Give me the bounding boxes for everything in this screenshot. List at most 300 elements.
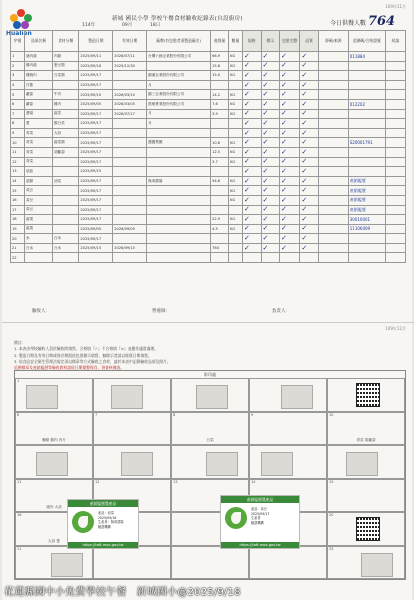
cell-qty: 10.8 — [211, 138, 229, 148]
cell-source — [318, 186, 348, 196]
cell-cat: 蔬菜類 — [52, 138, 78, 148]
cell-trace — [348, 119, 385, 129]
cell-name: 雞肉絲 — [24, 61, 52, 71]
photo-cell — [171, 445, 249, 479]
table-row — [11, 109, 406, 119]
check-mark: ✓ — [280, 205, 300, 215]
check-mark: ✓ — [242, 195, 261, 205]
cell-cat: 白菜類 — [52, 71, 78, 81]
photo-grid — [14, 370, 406, 580]
cell-source — [318, 90, 348, 100]
cell-qty: 14.2 — [211, 90, 229, 100]
cell-no: 16 — [11, 195, 25, 205]
cell-result — [385, 99, 405, 109]
check-mark: ✓ — [242, 119, 261, 129]
cell-qty — [211, 195, 229, 205]
page-title: 新城 國民小學 學校午餐食材驗收紀錄表(自設廚房) — [112, 16, 243, 22]
cell-brand — [147, 167, 211, 177]
cell-exp — [113, 195, 147, 205]
cell-name: 蔥 — [24, 119, 52, 129]
cell-mfg: 2025/09/05 — [79, 99, 113, 109]
cell-exp — [113, 157, 147, 167]
cell-name: 青菜 — [24, 157, 52, 167]
table-row — [11, 90, 406, 100]
cell-mfg: 2025/09/17 — [79, 128, 113, 138]
photo-cell — [15, 546, 93, 580]
cell-no: 3 — [11, 71, 25, 81]
cell-qty: 12.5 — [211, 147, 229, 157]
check-mark: ✓ — [280, 195, 300, 205]
cell-unit: KG — [229, 90, 243, 100]
cell-result — [385, 90, 405, 100]
table-row — [11, 71, 406, 81]
cell-exp: 2026/03/05 — [113, 99, 147, 109]
cell-no: 19 — [11, 224, 25, 234]
cell-number: 12 — [95, 479, 100, 484]
cell-name: 雞胸肉 — [24, 71, 52, 81]
check-mark: ✓ — [280, 243, 300, 253]
cell-brand — [147, 128, 211, 138]
check-mark: ✓ — [242, 99, 261, 109]
cell-trace — [348, 243, 385, 253]
cell-qty: 764 — [211, 243, 229, 253]
cell-no: 15 — [11, 186, 25, 196]
table-row — [11, 253, 406, 263]
check-mark: ✓ — [280, 61, 300, 71]
photo-cell — [171, 412, 249, 446]
cell-brand — [147, 215, 211, 225]
table-row — [11, 234, 406, 244]
cell-unit — [229, 243, 243, 253]
cell-unit: KG — [229, 224, 243, 234]
cell-no: 18 — [11, 215, 25, 225]
cell-unit: KG — [229, 215, 243, 225]
cell-no: 14 — [11, 176, 25, 186]
cell-brand — [147, 205, 211, 215]
note-line: 3. 依食品安全衛生管理法規定須以標章等方式驗收之食材，請於本表中記錄驗收品項及照片。 — [14, 358, 171, 364]
table-header-row — [11, 31, 406, 52]
cell-unit: KG — [229, 186, 243, 196]
check-mark: ✓ — [261, 215, 280, 225]
check-mark: ✓ — [300, 61, 319, 71]
cell-exp — [113, 176, 147, 186]
cell-result — [385, 119, 405, 129]
cell-number: 21 — [17, 546, 22, 551]
check-mark: ✓ — [242, 167, 261, 177]
cell-qty: 15.0 — [211, 71, 229, 81]
cell-qty: 7.6 — [211, 99, 229, 109]
cell-name: 豬肉絲 — [24, 52, 52, 62]
col-unit: 數量 — [229, 31, 243, 52]
product-photo — [111, 385, 143, 409]
check-mark: ✓ — [300, 205, 319, 215]
cell-unit: KG — [229, 99, 243, 109]
second-page-date: 109年12月 — [385, 326, 406, 331]
cell-cat: 白米 — [52, 243, 78, 253]
cell-cat: 蛋豆類 — [52, 61, 78, 71]
cell-qty — [211, 205, 229, 215]
cell-result — [385, 147, 405, 157]
check-mark: ✓ — [300, 80, 319, 90]
check-mark: ✓ — [242, 128, 261, 138]
cell-result — [385, 176, 405, 186]
cell-brand — [147, 147, 211, 157]
cell-source — [318, 61, 348, 71]
cell-mfg: 2025/09/17 — [79, 176, 113, 186]
table-row — [11, 138, 406, 148]
check-mark: ✓ — [242, 224, 261, 234]
check-mark: ✓ — [242, 205, 261, 215]
cell-mfg: 2025/09/17 — [79, 195, 113, 205]
cell-number: 13 — [173, 479, 178, 484]
cell-mfg: 2025/09/15 — [79, 167, 113, 177]
cell-name: 黃豆 — [24, 186, 52, 196]
check-mark: ✓ — [300, 138, 319, 148]
check-mark: ✓ — [261, 71, 280, 81]
cell-brand — [147, 224, 211, 234]
cell-name: 黃豆 — [24, 195, 52, 205]
cell-mfg: 2025/09/05 — [79, 224, 113, 234]
photo-cell — [249, 445, 327, 479]
cell-mfg: 2025/09/17 — [79, 119, 113, 129]
cell-brand: 月 — [147, 119, 211, 129]
cell-trace — [348, 80, 385, 90]
col-label: 標示 — [261, 31, 280, 52]
cell-no: 7 — [11, 109, 25, 119]
cell-label: 青菜 胡蘿蔔 — [356, 438, 376, 442]
cell-trace: 產銷履歷 — [348, 195, 385, 205]
cell-result — [385, 128, 405, 138]
check-mark: ✓ — [242, 176, 261, 186]
cell-mfg: 2025/09/11 — [79, 52, 113, 62]
product-photo — [36, 452, 68, 476]
cell-brand — [147, 186, 211, 196]
check-mark: ✓ — [242, 215, 261, 225]
cell-result — [385, 61, 405, 71]
cert-band: 產銷履歷農產品 — [221, 496, 299, 503]
cell-unit — [229, 234, 243, 244]
product-photo — [361, 553, 393, 577]
cell-source — [318, 52, 348, 62]
photo-cell — [171, 378, 249, 412]
check-mark: ✓ — [261, 109, 280, 119]
photo-cell — [327, 378, 405, 412]
cell-qty: 66.9 — [211, 52, 229, 62]
photo-cell — [327, 412, 405, 446]
cell-trace: S20001791 — [348, 138, 385, 148]
traceability-certificate — [67, 499, 139, 549]
product-photo — [196, 385, 228, 409]
check-mark: ✓ — [261, 224, 280, 234]
cell-trace: 30010001 — [348, 215, 385, 225]
cell-source — [318, 119, 348, 129]
table-row — [11, 119, 406, 129]
cell-no: 10 — [11, 138, 25, 148]
photo-cell — [327, 512, 405, 546]
cell-source — [318, 205, 348, 215]
check-mark: ✓ — [261, 119, 280, 129]
cell-unit: KG — [229, 157, 243, 167]
cell-brand: 台灣卜蜂企業股份有限公司 — [147, 52, 211, 62]
cell-qty: 54.6 — [211, 176, 229, 186]
notes-block — [14, 340, 171, 371]
count-label: 今日供餐人數 — [330, 20, 367, 27]
product-photo — [51, 553, 83, 577]
col-no: 序號 — [11, 31, 25, 52]
cell-exp: 2026/09/05 — [113, 224, 147, 234]
cell-source — [318, 138, 348, 148]
cell-mfg: 2025/09/17 — [79, 205, 113, 215]
photo-cell — [15, 412, 93, 446]
check-mark: ✓ — [280, 157, 300, 167]
cell-label: 麵條 雞肉 肉片 — [42, 438, 66, 442]
col-source: 源碼/來源 — [318, 31, 348, 52]
check-mark: ✓ — [242, 234, 261, 244]
cell-mfg: 2025/09/17 — [79, 215, 113, 225]
cell-label: 白菜 — [206, 438, 214, 442]
cell-trace — [348, 253, 385, 263]
cell-unit: KG — [229, 61, 243, 71]
check-mark: ✓ — [300, 167, 319, 177]
check-mark: ✓ — [261, 195, 280, 205]
check-mark: ✓ — [280, 90, 300, 100]
cell-number: 7 — [95, 412, 98, 417]
cert-text: 產品：油菜 2025/09/16 生產者：無毒農場 驗證機構 — [98, 511, 124, 529]
product-photo — [121, 452, 153, 476]
cell-unit: KG — [229, 138, 243, 148]
check-mark: ✓ — [300, 186, 319, 196]
photo-cell — [249, 412, 327, 446]
cell-brand — [147, 157, 211, 167]
cell-no: 12 — [11, 157, 25, 167]
cell-result — [385, 186, 405, 196]
check-mark: ✓ — [300, 52, 319, 62]
note-line: 2. 製造日期及有效日期或保存期限依包裝標示填寫，無標示者請以進貨日期填寫。 — [14, 352, 152, 358]
cell-name: 蘿蔔 — [24, 99, 52, 109]
check-mark — [300, 253, 319, 263]
col-spec: 規格 — [242, 31, 261, 52]
cell-result — [385, 195, 405, 205]
cell-cat — [52, 195, 78, 205]
check-mark: ✓ — [280, 52, 300, 62]
receiver-signature: 驗收人： — [32, 309, 50, 314]
cell-no: 9 — [11, 128, 25, 138]
cell-no: 21 — [11, 243, 25, 253]
check-mark: ✓ — [261, 61, 280, 71]
logo-text: Hualien — [6, 30, 32, 37]
check-mark — [242, 253, 261, 263]
cell-exp — [113, 215, 147, 225]
cell-no: 11 — [11, 147, 25, 157]
cell-qty — [211, 80, 229, 90]
cell-name: 蔥頭 — [24, 109, 52, 119]
cell-mfg: 2025/09/17 — [79, 109, 113, 119]
photo-cell — [15, 445, 93, 479]
cell-source — [318, 215, 348, 225]
cell-no: 17 — [11, 205, 25, 215]
check-mark: ✓ — [242, 186, 261, 196]
cell-no: 2 — [11, 61, 25, 71]
cell-qty: 4.5 — [211, 224, 229, 234]
check-mark: ✓ — [280, 215, 300, 225]
cell-label: 大蒜 蔥 — [48, 538, 60, 543]
cell-brand: 凱敏實業股份有限公司 — [147, 99, 211, 109]
check-mark: ✓ — [300, 176, 319, 186]
cell-name: 青菜 — [24, 147, 52, 157]
col-exp: 有效日期 — [113, 31, 147, 52]
cell-result — [385, 71, 405, 81]
product-photo — [261, 452, 293, 476]
cell-unit: KG — [229, 52, 243, 62]
cell-exp — [113, 186, 147, 196]
cell-trace: 產銷履歷 — [348, 176, 385, 186]
cell-exp — [113, 119, 147, 129]
cell-unit: KG — [229, 176, 243, 186]
check-mark: ✓ — [280, 109, 300, 119]
table-row — [11, 167, 406, 177]
cell-mfg: 2025/09/17 — [79, 186, 113, 196]
cell-cat: 胡蘿蔔 — [52, 147, 78, 157]
check-mark: ✓ — [261, 176, 280, 186]
table-row — [11, 80, 406, 90]
check-mark: ✓ — [242, 90, 261, 100]
check-mark: ✓ — [261, 99, 280, 109]
check-mark: ✓ — [300, 109, 319, 119]
cell-unit — [229, 167, 243, 177]
cell-unit — [229, 119, 243, 129]
cell-name: 菇類 — [24, 176, 52, 186]
cell-mfg: 2025/09/17 — [79, 71, 113, 81]
cell-trace — [348, 90, 385, 100]
record-sheet — [2, 0, 412, 600]
cell-exp — [113, 71, 147, 81]
table-row — [11, 128, 406, 138]
cell-exp — [113, 147, 147, 157]
cell-cat: 雞肉 — [52, 99, 78, 109]
cell-cat — [52, 80, 78, 90]
photo-cell — [327, 546, 405, 580]
product-photo — [281, 385, 313, 409]
cell-cat — [52, 205, 78, 215]
check-mark: ✓ — [261, 80, 280, 90]
cell-mfg: 2025/09/10 — [79, 90, 113, 100]
cell-number: 1 — [17, 379, 20, 383]
check-mark: ✓ — [261, 147, 280, 157]
qr-code-icon — [356, 517, 380, 541]
cell-source — [318, 234, 348, 244]
product-photo — [26, 385, 58, 409]
table-row — [11, 205, 406, 215]
check-mark: ✓ — [242, 71, 261, 81]
cell-brand — [147, 243, 211, 253]
cell-result — [385, 243, 405, 253]
cell-no: 1 — [11, 52, 25, 62]
check-mark: ✓ — [261, 138, 280, 148]
cell-exp — [113, 234, 147, 244]
cell-cat: 大蒜 — [52, 128, 78, 138]
cell-exp — [113, 167, 147, 177]
cell-result — [385, 234, 405, 244]
cell-cat — [52, 224, 78, 234]
cell-source — [318, 243, 348, 253]
cell-number: 6 — [17, 412, 20, 417]
cell-exp — [113, 138, 147, 148]
photo-cell — [249, 546, 327, 580]
cell-qty — [211, 234, 229, 244]
cell-exp: 2025/12/30 — [113, 61, 147, 71]
col-trace: 追溯碼/合格證號 — [348, 31, 385, 52]
month-label: 09月 — [122, 23, 133, 28]
grid-header: 影印處 — [15, 371, 405, 379]
check-mark: ✓ — [300, 128, 319, 138]
cell-trace — [348, 61, 385, 71]
check-mark: ✓ — [261, 90, 280, 100]
principal-signature: 負責人： — [272, 309, 290, 314]
check-mark: ✓ — [242, 52, 261, 62]
photo-cell — [327, 445, 405, 479]
cell-mfg: 2025/09/17 — [79, 157, 113, 167]
table-row — [11, 224, 406, 234]
cell-name: 青菜 — [24, 128, 52, 138]
cell-name: 青菜 — [24, 138, 52, 148]
col-cat: 食材分類 — [52, 31, 78, 52]
cell-unit: KG — [229, 195, 243, 205]
cell-unit — [229, 205, 243, 215]
check-mark: ✓ — [300, 195, 319, 205]
cell-cat: 油菜 — [52, 176, 78, 186]
cell-no: 6 — [11, 99, 25, 109]
cell-trace: 11106009 — [348, 224, 385, 234]
cell-mfg: 2025/09/16 — [79, 61, 113, 71]
check-mark: ✓ — [280, 99, 300, 109]
cell-brand: 錦漢企業股份有限公司 — [147, 71, 211, 81]
cert-url: https://taft.moa.gov.tw — [221, 542, 299, 548]
table-row — [11, 157, 406, 167]
cell-source — [318, 71, 348, 81]
cell-unit: KG — [229, 147, 243, 157]
cell-trace: 產銷履歷 — [348, 205, 385, 215]
cell-name: 洋蔥 — [24, 80, 52, 90]
cell-cat: 牛肉 — [52, 90, 78, 100]
cell-trace: 011884 — [348, 52, 385, 62]
check-mark: ✓ — [300, 234, 319, 244]
cell-exp: 2026/03/10 — [113, 90, 147, 100]
cell-name: 白米 — [24, 243, 52, 253]
cell-number: 15 — [329, 479, 334, 484]
table-row — [11, 195, 406, 205]
product-photo — [346, 452, 378, 476]
cell-exp — [113, 253, 147, 263]
cell-result — [385, 157, 405, 167]
cell-mfg: 2025/09/17 — [79, 147, 113, 157]
cell-result — [385, 224, 405, 234]
tap-leaf-icon — [225, 507, 247, 529]
cell-result — [385, 52, 405, 62]
check-mark — [280, 253, 300, 263]
cert-band: 產銷履歷農產品 — [68, 500, 138, 507]
check-mark: ✓ — [300, 90, 319, 100]
inspection-table — [10, 30, 406, 263]
cell-source — [318, 99, 348, 109]
cell-trace — [348, 167, 385, 177]
cell-qty — [211, 186, 229, 196]
check-mark: ✓ — [280, 128, 300, 138]
cell-exp — [113, 128, 147, 138]
cert-text: 產品：黃豆 2025/09/17 生產者 驗證機構 — [251, 507, 270, 525]
cell-source — [318, 195, 348, 205]
cell-brand: 月 — [147, 80, 211, 90]
photo-cell — [93, 412, 171, 446]
